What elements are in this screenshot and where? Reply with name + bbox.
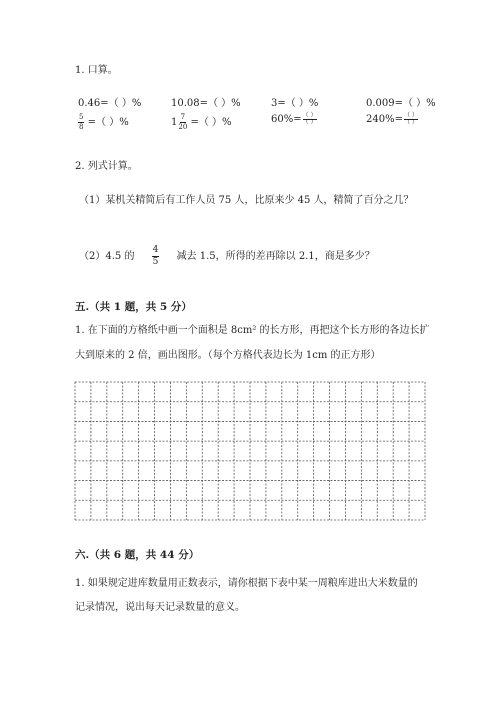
question-2-1: （1）某机关精简后有工作人员 75 人，比原来少 45 人，精简了百分之几？ [79,195,414,206]
oral-item-2: 10.08=（ ）% [171,98,241,109]
oral-item-3: 3=（ ）% [271,98,319,109]
section1-title: 1. 口算。 [75,65,118,76]
question-2-2: （2）4.5 的 $\frac{4}{5}$ 减去 1.5，所得的差再除以 2.1，商是多少？ [79,245,375,267]
blank-fraction: （ ） （ ） [302,112,317,126]
fraction: $\frac{4}{5}$ [152,245,159,267]
section6-heading: 六.（共 6 题，共 44 分） [75,549,200,561]
oral-item-7: 60%= （ ） （ ） [271,112,317,126]
section5-heading: 五.（共 1 题，共 5 分） [75,301,192,313]
oral-item-8: 240%= （ ） （ ） [366,112,418,126]
section5-question-line2: 大到原来的 2 倍，画出图形。（每个方格代表边长为 1cm 的正方形） [75,350,381,361]
oral-item-4: 0.009=（ ）% [366,98,436,109]
fraction: $\frac{7}{20}$ [178,113,188,131]
section6-question-line1: 1. 如果规定进库数量用正数表示，请你根据下表中某一周粮库进出大米数量的 [75,578,418,589]
oral-item-6: 1 $\frac{7}{20}$ =（ ）% [171,113,232,131]
oral-item-1: 0.46=（ ）% [78,98,142,109]
section5-question-line1: 1. 在下面的方格纸中画一个面积是 8cm² 的长方形，再把这个长方形的各边长扩 [75,325,430,336]
section6-question-line2: 记录情况，说出每天记录数量的意义。 [75,602,245,613]
fraction: $\frac{5}{8}$ [79,113,84,131]
section2-title: 2. 列式计算。 [75,161,138,172]
blank-fraction: （ ） （ ） [403,112,418,126]
oral-item-5: $\frac{5}{8}$ =（ ）% [79,113,129,131]
grid-paper[interactable] [74,381,426,521]
